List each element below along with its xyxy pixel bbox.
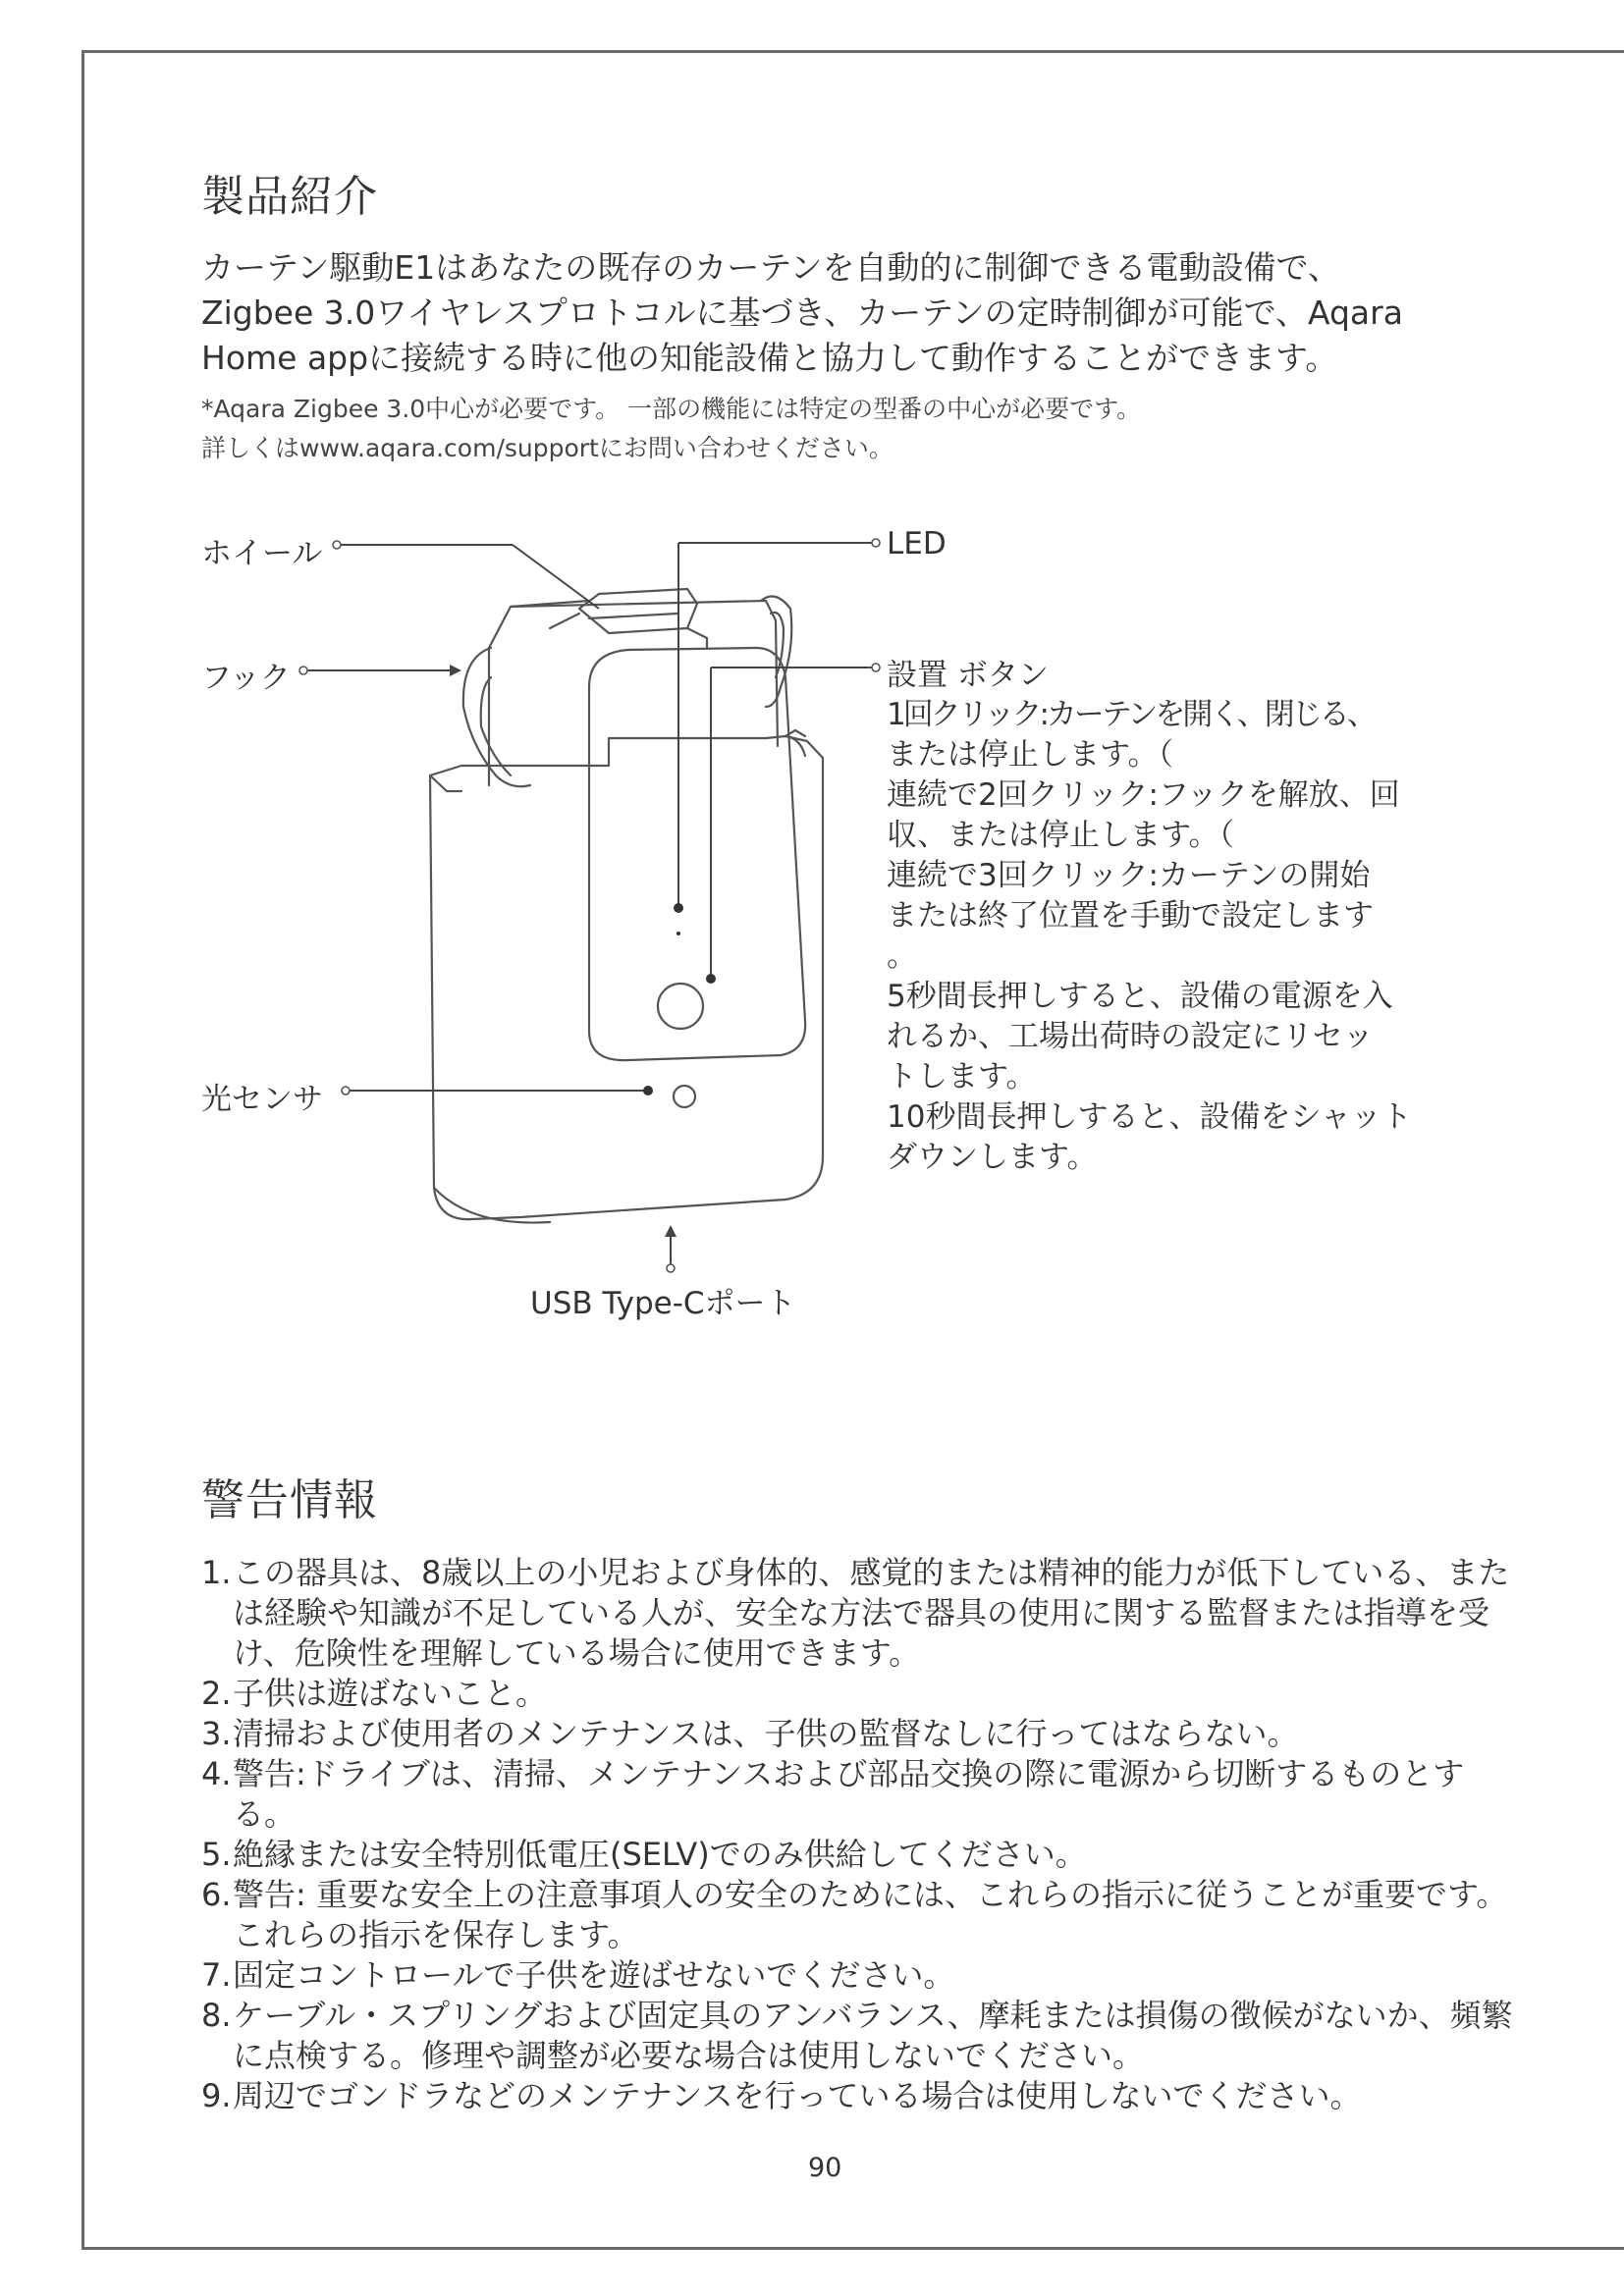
- desc-line: 収、または停止します。（: [887, 818, 1235, 853]
- item-text: 警告: 重要な安全上の注意事項人の安全のためには、これらの指示に従うことが重要です。これらの指示を保存します。: [233, 1876, 1508, 1953]
- item-text: 子供は遊ばないこと。: [233, 1675, 548, 1712]
- item-number: 6.: [201, 1876, 232, 1913]
- setup-button-shape: [658, 984, 703, 1029]
- label-light-sensor: 光センサ: [201, 1082, 323, 1117]
- label-hook: フック: [201, 661, 291, 696]
- item-number: 8.: [201, 1997, 232, 2034]
- desc-line: 連続で3回クリック:カーテンの開始: [887, 858, 1371, 893]
- desc-line: トします。: [887, 1059, 1037, 1095]
- list-item: [201, 2076, 1527, 2116]
- desc-line: ダウンします。: [887, 1140, 1098, 1175]
- light-sensor-shape: [674, 1086, 695, 1107]
- item-text: 警告:ドライブは、清掃、メンテナンスおよび部品交換の際に電源から切断するものとする。: [233, 1755, 1465, 1833]
- desc-line: 連続で2回クリック:フックを解放、回: [887, 777, 1400, 813]
- list-item: [201, 1674, 1527, 1714]
- list-item: [201, 1835, 1527, 1875]
- setup-button-description: [887, 695, 1412, 1178]
- item-text: 清掃および使用者のメンテナンスは、子供の監督なしに行ってはならない。: [233, 1715, 1299, 1752]
- intro-line: カーテン駆動E1はあなたの既存のカーテンを自動的に制御できる電動設備で、: [201, 248, 1340, 287]
- front-panel: [589, 648, 805, 1060]
- list-item: [201, 1553, 1527, 1674]
- note-line: *Aqara Zigbee 3.0中心が必要です。 一部の機能には特定の型番の中心が必要です。: [201, 395, 1142, 423]
- warning-list: [201, 1553, 1527, 2116]
- item-text: 周辺でゴンドラなどのメンテナンスを行っている場合は使用しないでください。: [233, 2077, 1362, 2114]
- item-number: 7.: [201, 1956, 232, 1994]
- item-text: この器具は、8歳以上の小児および身体的、感覚的または精神的能力が低下している、または経験や知識が不足している人が、安全な方法で器具の使用に関する監督または指導を受け、危険性を理解している場合に使用できます。: [233, 1554, 1510, 1672]
- item-number: 1.: [201, 1554, 232, 1591]
- intro-line: Zigbee 3.0ワイヤレスプロトコルに基づき、カーテンの定時制御が可能で、Aqara: [201, 294, 1403, 332]
- list-item: [201, 1714, 1527, 1754]
- device-head: [489, 601, 778, 746]
- item-number: 5.: [201, 1836, 232, 1873]
- list-item: [201, 1754, 1527, 1835]
- item-text: ケーブル・スプリングおよび固定具のアンバランス、摩耗または損傷の徴候がないか、頻繁に点検する。修理や調整が必要な場合は使用しないでください。: [233, 1997, 1513, 2074]
- warning-title: 警告情報: [201, 1475, 378, 1525]
- device-body: [430, 736, 823, 1219]
- desc-line: 。: [887, 938, 917, 974]
- item-text: 固定コントロールで子供を遊ばせないでください。: [233, 1956, 955, 1994]
- list-item: [201, 1955, 1527, 1996]
- item-number: 9.: [201, 2077, 232, 2114]
- desc-line: 5秒間長押しすると、設備の電源を入: [887, 979, 1393, 1014]
- list-item: [201, 1996, 1527, 2076]
- desc-line: 1回クリック:カーテンを開く、閉じる、: [887, 697, 1375, 732]
- note-line: 詳しくはwww.aqara.com/supportにお問い合わせください。: [201, 434, 893, 462]
- list-item: [201, 1875, 1527, 1955]
- item-number: 4.: [201, 1755, 232, 1792]
- desc-line: または停止します。（: [887, 737, 1174, 773]
- item-number: 3.: [201, 1715, 232, 1752]
- label-led: LED: [887, 526, 947, 561]
- desc-line: れるか、工場出荷時の設定にリセッ: [887, 1019, 1374, 1054]
- desc-line: 10秒間長押しすると、設備をシャット: [887, 1099, 1412, 1135]
- item-number: 2.: [201, 1675, 232, 1712]
- label-wheel: ホイール: [201, 536, 323, 571]
- label-usb-port: USB Type-Cポート: [530, 1286, 796, 1321]
- intro-title: 製品紹介: [201, 172, 378, 222]
- intro-line: Home appに接続する時に他の知能設備と協力して動作することができます。: [201, 339, 1338, 377]
- desc-line: または終了位置を手動で設定します: [887, 898, 1374, 934]
- page-number: 90: [808, 2153, 842, 2183]
- item-text: 絶縁または安全特別低電圧(SELV)でのみ供給してください。: [233, 1836, 1087, 1873]
- label-setup-button: 設置 ボタン: [887, 658, 1049, 693]
- warning-list-wrap: [201, 1553, 1527, 2116]
